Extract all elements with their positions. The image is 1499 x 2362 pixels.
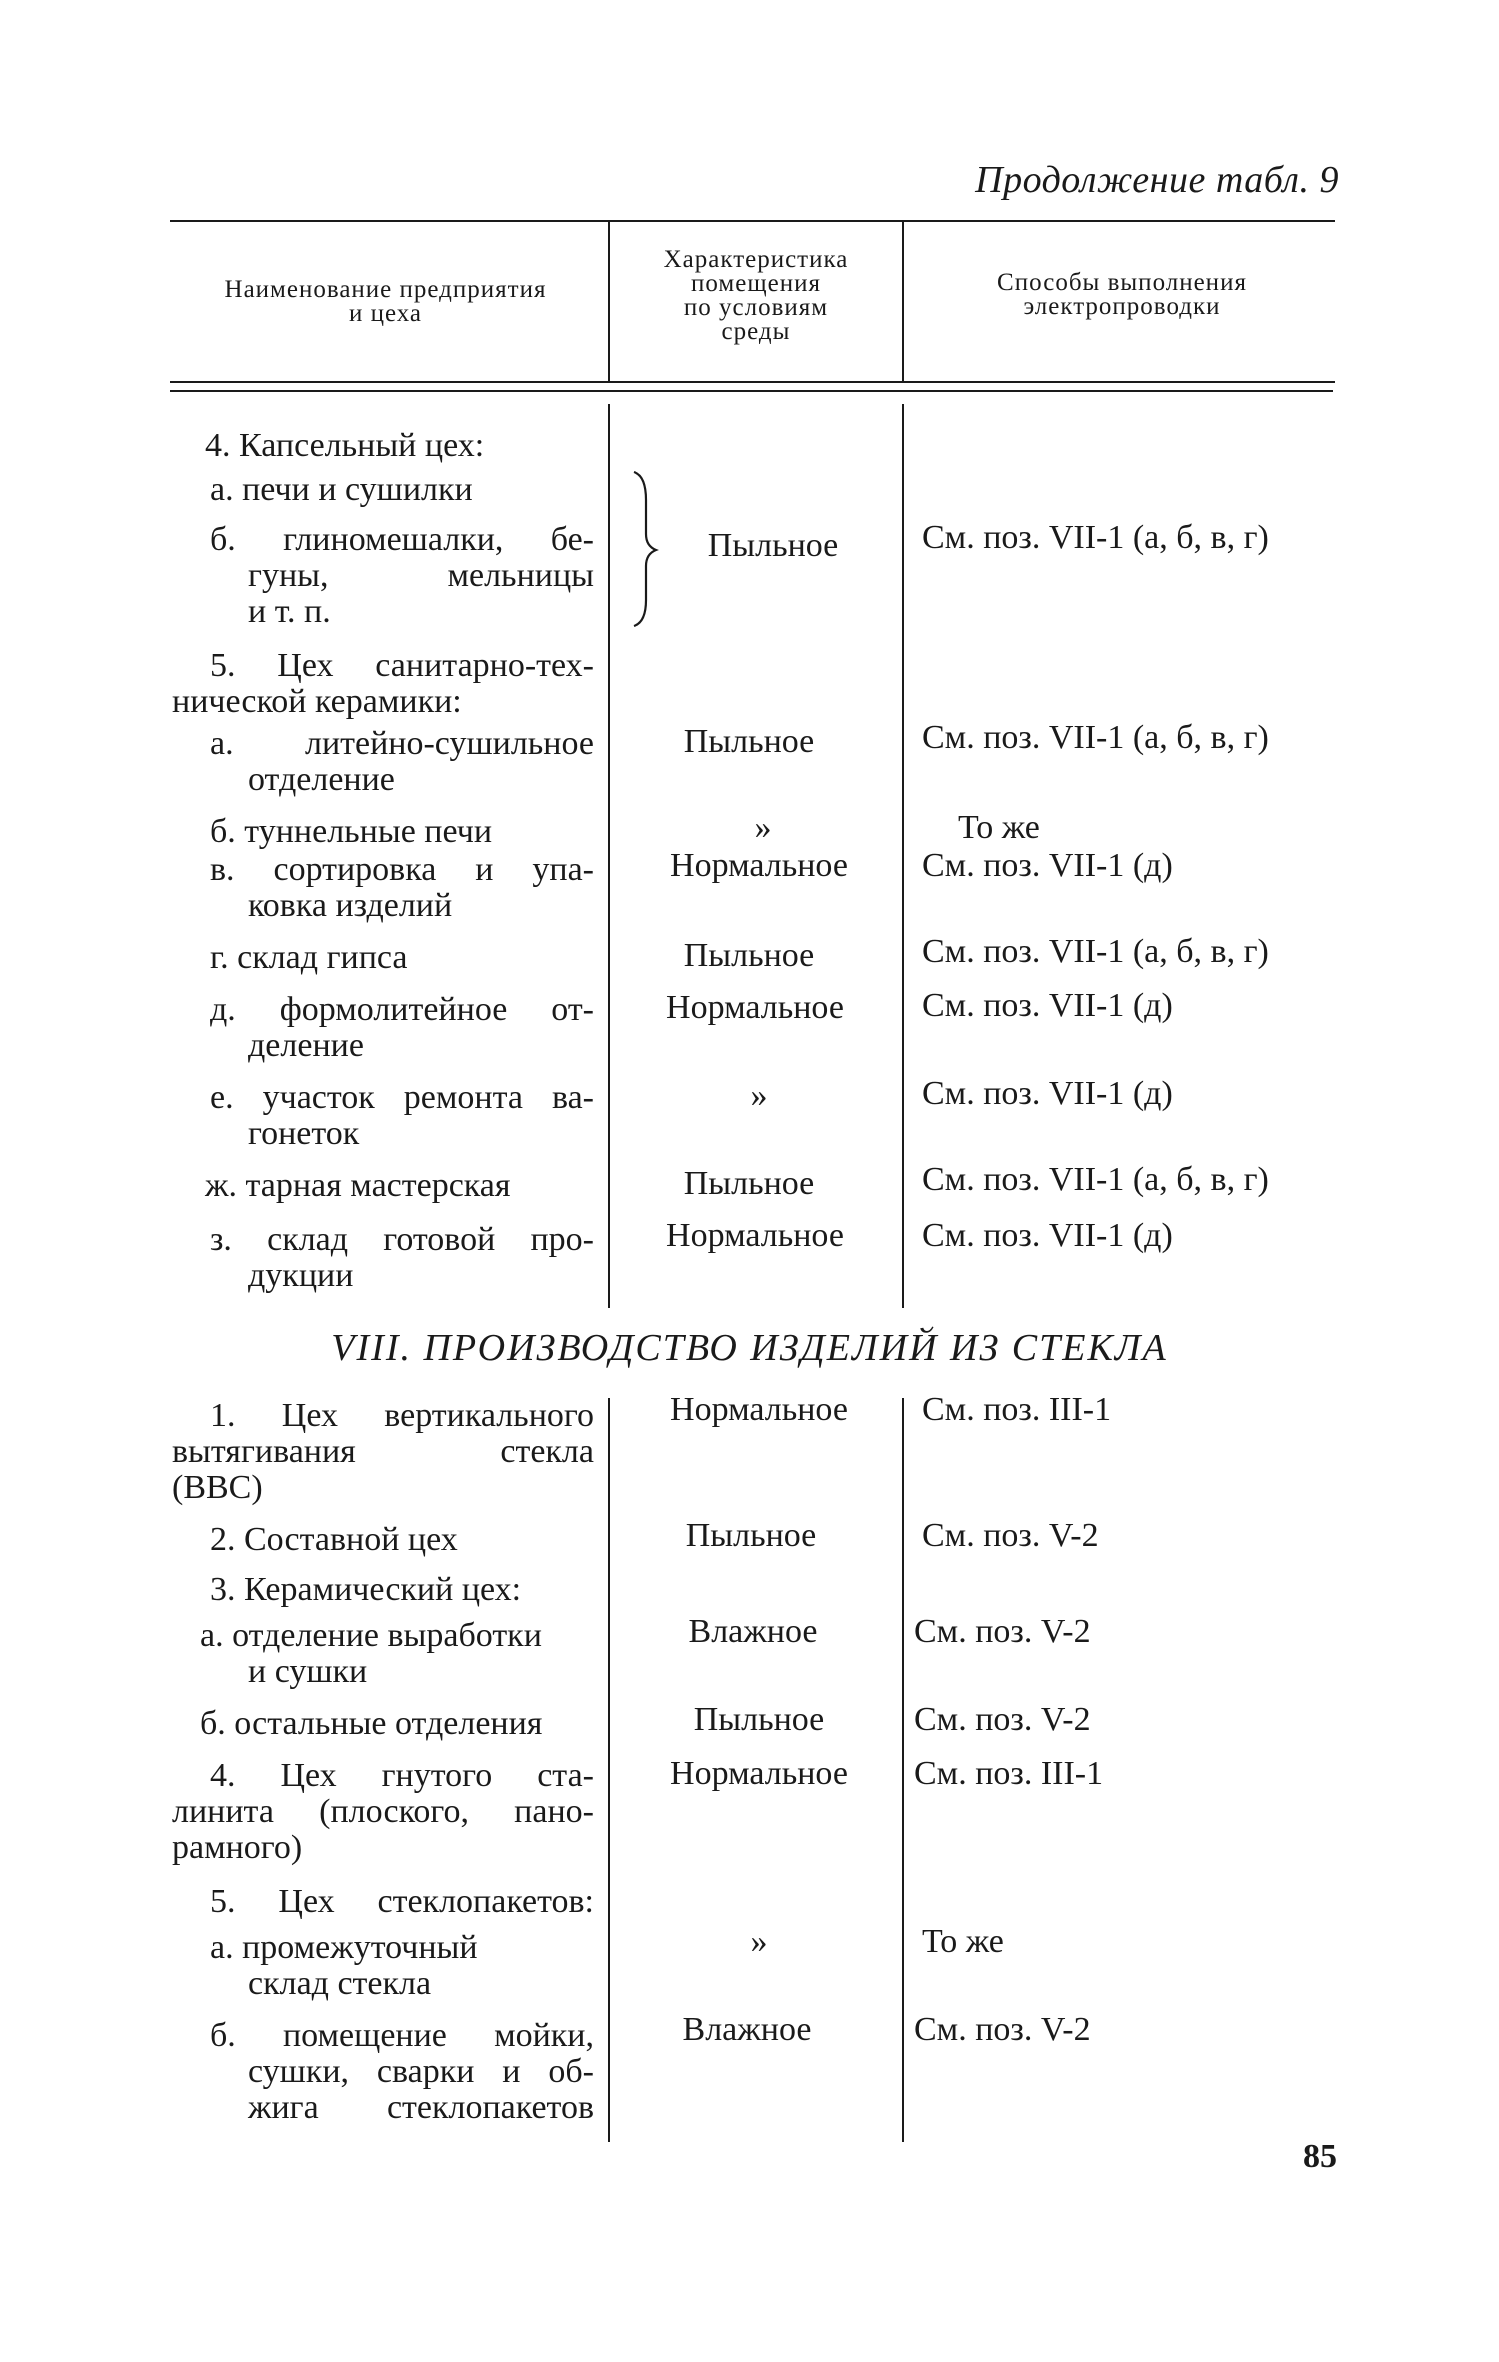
method-mold-casting: См. поз. VII-1 (д)	[922, 987, 1173, 1024]
method-sorting-packing: См. поз. VII-1 (д)	[922, 847, 1173, 884]
page-number: 85	[1303, 2138, 1337, 2175]
method-intermediate-storage: То же	[922, 1923, 1004, 1960]
env-gypsum-storage: Пыльное	[683, 937, 815, 974]
env-forming-drying: Влажное	[688, 1613, 818, 1650]
header-bottom-rule	[170, 381, 1335, 383]
row-wagon-repair-line2: гонеток	[248, 1115, 360, 1152]
row-sorting-packing-line2: ковка изделий	[248, 887, 453, 924]
row-capsule-shop: 4. Капсельный цех:	[205, 427, 485, 464]
row-wagon-repair-line1: е. участок ремонта ва-	[210, 1079, 594, 1116]
col-separator-1-block1	[608, 404, 610, 1308]
row-glass-units-shop: 5. Цех стеклопакетов:	[210, 1883, 594, 1920]
row-sanitary-ceramics-line1: 5. Цех санитарно-тех-	[210, 647, 594, 684]
env-casting-drying: Пыльное	[683, 723, 815, 760]
header-col-method: Способы выполнения электропроводки	[997, 269, 1247, 320]
env-tunnel-kilns: »	[754, 809, 772, 846]
row-batch-shop: 2. Составной цех	[210, 1521, 458, 1558]
row-bent-stalinite-line1: 4. Цех гнутого ста-	[210, 1757, 594, 1794]
env-wagon-repair: »	[750, 1077, 768, 1114]
row-vertical-drawing-line1: 1. Цех вертикального	[210, 1397, 594, 1434]
header-col-environment: Характеристика помещения по условиям среды	[663, 246, 849, 345]
method-bent-stalinite: См. поз. III-1	[914, 1755, 1104, 1792]
header-col-separator-1	[608, 222, 610, 382]
method-casting-drying: См. поз. VII-1 (а, б, в, г)	[922, 719, 1269, 756]
header-col-separator-2	[902, 222, 904, 382]
row-bent-stalinite-line2: линита (плоского, пано-	[172, 1793, 594, 1830]
row-mold-casting-line2: деление	[248, 1027, 364, 1064]
env-container-workshop: Пыльное	[683, 1165, 815, 1202]
env-finished-goods: Нормальное	[666, 1217, 844, 1254]
row-intermediate-storage-line2: склад стекла	[248, 1965, 432, 2002]
env-capsule-shop: Пыльное	[707, 527, 839, 564]
row-vertical-drawing-line2: вытягивания стекла	[172, 1433, 594, 1470]
method-forming-drying: См. поз. V-2	[914, 1613, 1091, 1650]
row-container-workshop: ж. тарная мастерская	[205, 1167, 511, 1204]
env-vertical-drawing: Нормальное	[670, 1391, 848, 1428]
env-bent-stalinite: Нормальное	[670, 1755, 848, 1792]
env-other-departments: Пыльное	[693, 1701, 825, 1738]
row-mold-casting-line1: д. формолитейное от-	[210, 991, 594, 1028]
method-tunnel-kilns: То же	[958, 809, 1040, 846]
row-tunnel-kilns: б. туннельные печи	[210, 813, 493, 850]
row-vertical-drawing-line3: (ВВС)	[172, 1469, 263, 1506]
env-sorting-packing: Нормальное	[670, 847, 848, 884]
row-washing-room-line3: жига стеклопакетов	[248, 2089, 594, 2126]
row-sorting-packing-line1: в. сортировка и упа-	[210, 851, 594, 888]
method-wagon-repair: См. поз. VII-1 (д)	[922, 1075, 1173, 1112]
row-other-departments: б. остальные отделения	[200, 1705, 543, 1742]
row-forming-drying-line1: а. отделение выработки	[200, 1617, 542, 1654]
row-casting-drying-line2: отделение	[248, 761, 395, 798]
header-bottom-rule-double	[170, 390, 1333, 392]
row-sanitary-ceramics-line2: нической керамики:	[172, 683, 462, 720]
row-finished-goods-line2: дукции	[248, 1257, 354, 1294]
method-finished-goods: См. поз. VII-1 (д)	[922, 1217, 1173, 1254]
section-title: VIII. ПРОИЗВОДСТВО ИЗДЕЛИЙ ИЗ СТЕКЛА	[331, 1327, 1168, 1369]
row-bent-stalinite-line3: рамного)	[172, 1829, 303, 1866]
row-washing-room-line1: б. помещение мойки,	[210, 2017, 594, 2054]
method-container-workshop: См. поз. VII-1 (а, б, в, г)	[922, 1161, 1269, 1198]
row-intermediate-storage-line1: а. промежуточный	[210, 1929, 478, 1966]
row-clay-mixers-line1: б. глиномешалки, бе-	[210, 521, 594, 558]
row-ceramic-shop: 3. Керамический цех:	[210, 1571, 522, 1608]
method-batch-shop: См. поз. V-2	[922, 1517, 1099, 1554]
header-col-name: Наименование предприятия и цеха	[224, 276, 547, 327]
method-vertical-drawing: См. поз. III-1	[922, 1391, 1112, 1428]
method-other-departments: См. поз. V-2	[914, 1701, 1091, 1738]
row-casting-drying-line1: а. литейно-сушильное	[210, 725, 594, 762]
env-washing-room: Влажное	[682, 2011, 812, 2048]
row-clay-mixers-line3: и т. п.	[248, 593, 331, 630]
col-separator-1-block2	[608, 1398, 610, 2142]
row-finished-goods-line1: з. склад готовой про-	[210, 1221, 594, 1258]
env-batch-shop: Пыльное	[685, 1517, 817, 1554]
row-clay-mixers-line2: гуны, мельницы	[248, 557, 594, 594]
row-gypsum-storage: г. склад гипса	[210, 939, 408, 976]
method-washing-room: См. поз. V-2	[914, 2011, 1091, 2048]
method-gypsum-storage: См. поз. VII-1 (а, б, в, г)	[922, 933, 1269, 970]
env-intermediate-storage: »	[750, 1923, 768, 1960]
row-washing-room-line2: сушки, сварки и об-	[248, 2053, 594, 2090]
row-kilns-dryers: а. печи и сушилки	[210, 471, 473, 508]
col-separator-2-block2	[902, 1398, 904, 2142]
row-forming-drying-line2: и сушки	[248, 1653, 368, 1690]
table-continuation-label: Продолжение табл. 9	[975, 159, 1339, 201]
env-mold-casting: Нормальное	[666, 989, 844, 1026]
table-top-rule	[170, 220, 1335, 222]
method-capsule-shop: См. поз. VII-1 (а, б, в, г)	[922, 519, 1269, 556]
